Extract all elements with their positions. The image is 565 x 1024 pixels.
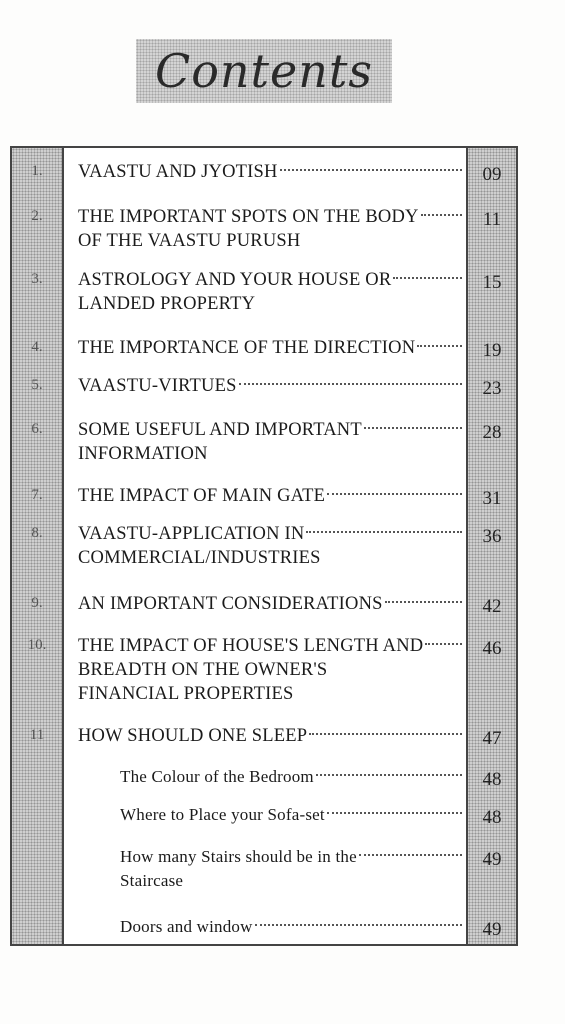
entry-title-text: The Colour of the Bedroom: [120, 767, 314, 786]
chapter-number: 9.: [31, 595, 43, 611]
leader-dots: [425, 643, 462, 645]
entry-title-line: [78, 292, 462, 316]
entry-title-line: [78, 682, 462, 706]
entry-title-text: COMMERCIAL/INDUSTRIES: [78, 548, 321, 568]
entry-title-text: VAASTU-APPLICATION IN: [78, 524, 305, 544]
entry-title-text: SOME USEFUL AND IMPORTANT: [78, 420, 362, 440]
page-number: 48: [482, 769, 502, 790]
entry-title-text: HOW SHOULD ONE SLEEP: [78, 726, 308, 746]
chapter-number: 10.: [27, 637, 47, 653]
entry-title-text: ASTROLOGY AND YOUR HOUSE OR: [78, 270, 392, 290]
chapter-title-column: [64, 148, 466, 944]
chapter-number: 6.: [31, 421, 43, 437]
leader-dots: [239, 383, 462, 385]
toc-entry: [78, 205, 462, 253]
entry-title-line: [120, 915, 462, 939]
entry-title-text: INFORMATION: [78, 444, 208, 464]
entry-title-line: [78, 268, 462, 292]
entry-title-line: [78, 336, 462, 360]
entry-title-line: [78, 160, 462, 184]
entry-title-line: [78, 522, 462, 546]
chapter-number: 11: [29, 727, 45, 743]
leader-dots: [316, 774, 462, 776]
page-number: 31: [482, 488, 502, 509]
leader-dots: [309, 733, 462, 735]
entry-title-text: AN IMPORTANT CONSIDERATIONS: [78, 594, 383, 614]
page-number: 11: [482, 209, 502, 230]
entry-title-text: Doors and window: [120, 917, 253, 936]
toc-subentry: [120, 845, 462, 893]
entry-title-text: THE IMPORTANT SPOTS ON THE BODY: [78, 207, 419, 227]
entry-title-line: [78, 442, 462, 466]
entry-title-line: [78, 229, 462, 253]
entry-title-line: [78, 724, 462, 748]
entry-title-text: BREADTH ON THE OWNER'S: [78, 660, 328, 680]
chapter-number-column: [12, 148, 64, 944]
entry-title-text: VAASTU AND JYOTISH: [78, 162, 278, 182]
entry-title-line: [78, 374, 462, 398]
leader-dots: [359, 854, 462, 856]
entry-title-text: VAASTU-VIRTUES: [78, 376, 237, 396]
toc-entry: [78, 522, 462, 570]
chapter-number: 7.: [31, 487, 43, 503]
chapter-number: 5.: [31, 377, 43, 393]
page-number: 09: [482, 164, 502, 185]
leader-dots: [280, 169, 462, 171]
toc-subentry: [120, 765, 462, 789]
entry-title-line: [78, 634, 462, 658]
toc-entry: [78, 484, 462, 508]
page-number: 36: [482, 526, 502, 547]
entry-title-line: [78, 592, 462, 616]
page-number: 28: [482, 422, 502, 443]
entry-title-text: Where to Place your Sofa-set: [120, 805, 325, 824]
chapter-number: 8.: [31, 525, 43, 541]
toc-entry: [78, 336, 462, 360]
entry-title-text: LANDED PROPERTY: [78, 294, 256, 314]
entry-title-line: [120, 869, 462, 893]
entry-title-text: OF THE VAASTU PURUSH: [78, 231, 301, 251]
entry-title-line: [120, 765, 462, 789]
leader-dots: [364, 427, 462, 429]
entry-title-line: [78, 205, 462, 229]
chapter-number: 4.: [31, 339, 43, 355]
leader-dots: [385, 601, 462, 603]
entry-title-line: [120, 845, 462, 869]
toc-entry: [78, 634, 462, 706]
page-number: 48: [482, 807, 502, 828]
contents-table: [10, 146, 518, 946]
toc-entry: [78, 724, 462, 748]
page-number: 47: [482, 728, 502, 749]
leader-dots: [393, 277, 462, 279]
leader-dots: [421, 214, 462, 216]
entry-title-text: Staircase: [120, 871, 184, 890]
page-number: 46: [482, 638, 502, 659]
page-number: 49: [482, 849, 502, 870]
entry-title-text: THE IMPORTANCE OF THE DIRECTION: [78, 338, 416, 358]
page-title: Contents: [155, 44, 373, 98]
entry-title-line: [78, 418, 462, 442]
toc-subentry: [120, 915, 462, 939]
toc-entry: [78, 268, 462, 316]
toc-subentry: [120, 803, 462, 827]
title-banner: [136, 39, 392, 103]
leader-dots: [255, 924, 462, 926]
page-number: 23: [482, 378, 502, 399]
chapter-number: 2.: [31, 208, 43, 224]
toc-entry: [78, 418, 462, 466]
entry-title-line: [78, 484, 462, 508]
page-number: 15: [482, 272, 502, 293]
leader-dots: [327, 812, 462, 814]
page-number-column: [466, 148, 516, 944]
entry-title-text: THE IMPACT OF HOUSE'S LENGTH AND: [78, 636, 424, 656]
entry-title-line: [78, 546, 462, 570]
entry-title-line: [120, 803, 462, 827]
toc-entry: [78, 160, 462, 184]
chapter-number: 1.: [31, 163, 43, 179]
page-number: 49: [482, 919, 502, 940]
chapter-number: 3.: [31, 271, 43, 287]
entry-title-text: FINANCIAL PROPERTIES: [78, 684, 294, 704]
leader-dots: [327, 493, 462, 495]
page-number: 42: [482, 596, 502, 617]
entry-title-text: THE IMPACT OF MAIN GATE: [78, 486, 326, 506]
page-number: 19: [482, 340, 502, 361]
leader-dots: [417, 345, 462, 347]
leader-dots: [306, 531, 462, 533]
entry-title-text: How many Stairs should be in the: [120, 847, 357, 866]
toc-entry: [78, 374, 462, 398]
entry-title-line: [78, 658, 462, 682]
toc-entry: [78, 592, 462, 616]
